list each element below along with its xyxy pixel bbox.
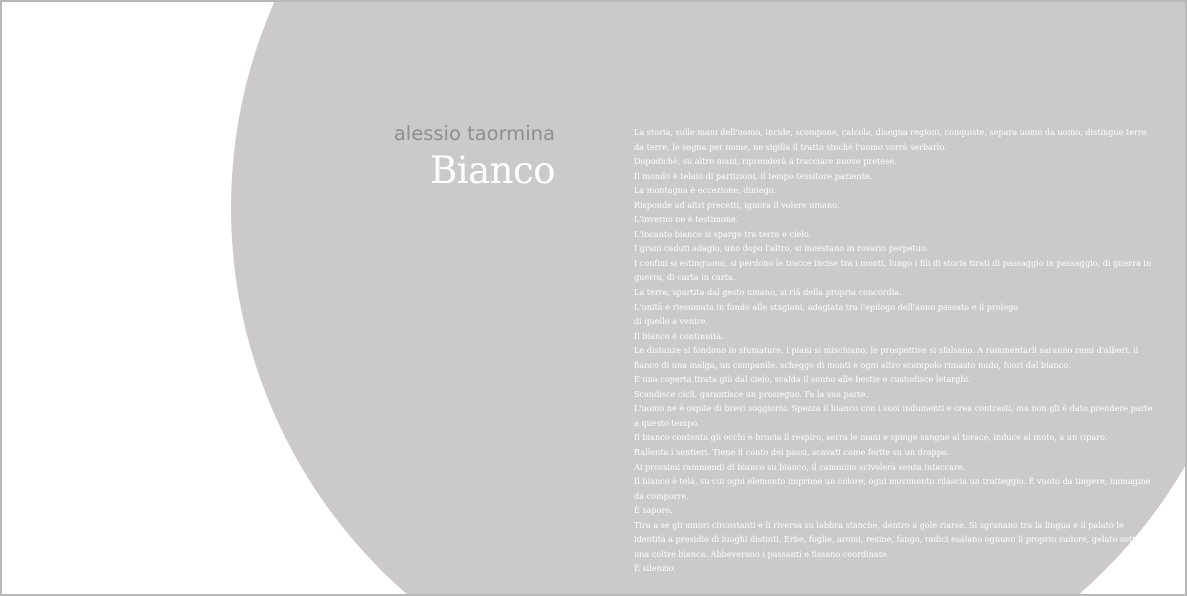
paragraph: L'incanto bianco si sparge tra terra e cielo. — [634, 228, 812, 239]
paragraph: L'inverno ne è testimone. — [634, 214, 739, 225]
paragraph: Tira a sé gli umori circostanti e li riversa su labbra stanche, dentro a gole riarse. Si sgranano tra la lingua e il palato le identità a presidio di luoghi distinti. Erbe, foglie, aromi, resine, fango, radici esalano ognuno il proprio sudore, gelato sotto una coltre bianca. Abbeverano i passanti e fissano coordinate. — [634, 519, 1141, 559]
paragraph: La storia, sulle mani dell'uomo, incide, scompone, calcola, disegna regioni, conquiste, separa uomo da uomo, distingue terre da terre, le segna per nome, ne sigilla il tratto sinché l'uomo vorrà serbarlo. — [634, 127, 1147, 152]
body-text — [634, 125, 1154, 576]
paragraph: Scandisce cicli, garantisce un prosieguo. Fa la sua parte. — [634, 388, 869, 399]
paragraph: L'unità è riesumata in fondo alle stagioni, adagiata tra l'epilogo dell'anno passato e il prologo — [634, 301, 1019, 312]
paragraph: Il bianco è tela, su cui ogni elemento imprime un colore, ogni movimento rilascia un tratteggio. È vuoto da tingere, immagine da comporre. — [634, 476, 1151, 501]
paragraph: di quello a venire. — [634, 316, 708, 327]
paragraph: È sapore. — [634, 505, 673, 516]
paragraph: Il bianco contenta gli occhi e brucia il respiro, serra le mani e spinge sangue al torace, induce al moto, a un riparo. — [634, 432, 1108, 443]
paragraph: Dopodiché, su altre mani, riprenderà a tracciare nuove pretese. — [634, 156, 897, 167]
paragraph: Rallenta i sentieri. Tiene il conto dei passi, scavati come ferite su un drappo. — [634, 447, 950, 458]
book-title: Bianco — [430, 149, 555, 192]
paragraph: È una coperta tirata giù dal cielo, scalda il sonno alle bestie e custodisce letarghi. — [634, 374, 971, 385]
paragraph: La montagna è eccezione, diniego. — [634, 185, 777, 196]
paragraph: Il bianco è continuità. — [634, 330, 724, 341]
paragraph: L'uomo ne è ospite di brevi soggiorni. Spezza il bianco con i suoi indumenti e crea contrasti, ma non gli è dato prendere parte a questo tempo. — [634, 403, 1153, 428]
author-name: alessio taormina — [393, 122, 555, 145]
paragraph: I confini si estinguono, si perdono le tracce incise tra i monti, lungo i fili di storia tirati di passaggio in passaggio, di guerra in guerra, di carta in carta. — [634, 257, 1152, 283]
paragraph: I grani caduti adagio, uno dopo l'altro, si innestano in rosario perpetuo. — [634, 243, 929, 254]
paragraph: Risponde ad altri precetti, ignora il volere umano. — [634, 199, 840, 210]
paragraph: La terra, spartita dal gesto umano, si riá della propria concordia. — [634, 287, 902, 298]
paragraph: È silenzio. — [634, 563, 676, 574]
paragraph: Ai prossimi rammendi di bianco su bianco, il cammino scivolerà senza intaccare. — [634, 461, 966, 472]
paragraph: Le distanze si fondono in sfumature, i piani si mischiano, le prospettive si sfalsano. A rammentarli saranno rami d'alberi, il fianco di una malga, un campanile, schegge di monti e ogni altro scampolo rimasto nudo, fuori dal bianco. — [634, 345, 1139, 370]
paragraph: Il mondo è telaio di partizioni, il tempo tessitore paziente. — [634, 170, 873, 181]
